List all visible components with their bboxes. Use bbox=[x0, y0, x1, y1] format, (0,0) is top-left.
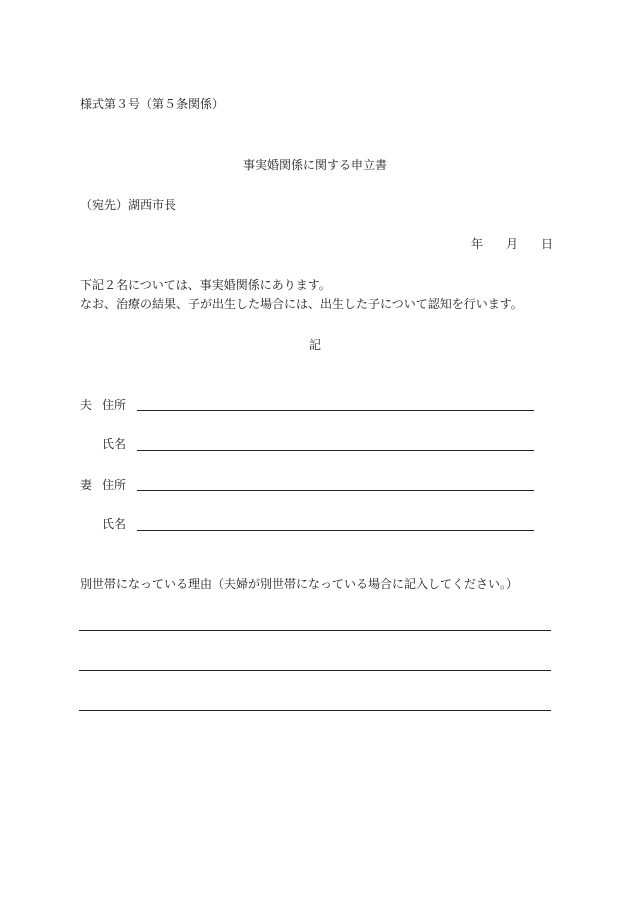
wife-address-line[interactable] bbox=[137, 490, 534, 491]
reason-line-2[interactable] bbox=[79, 670, 551, 671]
wife-name-label: 氏名 bbox=[102, 517, 127, 531]
husband-address-label: 住所 bbox=[102, 398, 127, 412]
husband-name-line[interactable] bbox=[137, 450, 534, 451]
reason-label: 別世帯になっている理由（夫婦が別世帯になっている場合に記入してください。） bbox=[80, 577, 519, 591]
husband-label: 夫 bbox=[80, 398, 93, 412]
reason-line-1[interactable] bbox=[79, 630, 551, 631]
document-title: 事実婚関係に関する申立書 bbox=[242, 158, 387, 172]
wife-label: 妻 bbox=[80, 478, 93, 492]
husband-name-label: 氏名 bbox=[102, 437, 127, 451]
date-year-label: 年 bbox=[471, 237, 484, 251]
addressee: （宛先）湖西市長 bbox=[80, 198, 177, 212]
date-month-label: 月 bbox=[506, 237, 519, 251]
husband-address-line[interactable] bbox=[137, 410, 534, 411]
ki-heading: 記 bbox=[308, 338, 321, 352]
statement-line-1: 下記２名については、事実婚関係にあります。 bbox=[80, 278, 331, 292]
wife-name-line[interactable] bbox=[137, 530, 534, 531]
date-day-label: 日 bbox=[541, 237, 554, 251]
form-number: 様式第３号（第５条関係） bbox=[80, 97, 225, 111]
wife-address-label: 住所 bbox=[102, 478, 127, 492]
statement-line-2: なお、治療の結果、子が出生した場合には、出生した子について認知を行います。 bbox=[80, 297, 523, 311]
reason-line-3[interactable] bbox=[79, 710, 551, 711]
